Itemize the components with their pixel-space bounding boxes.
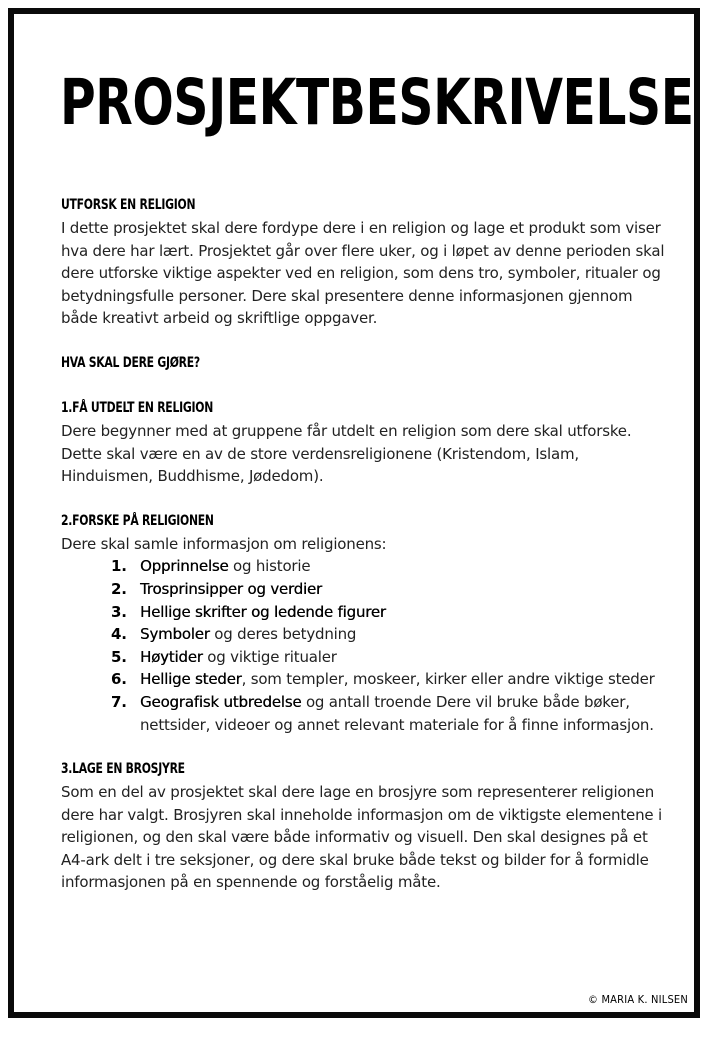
list-item: 6. Hellige steder, som templer, moskeer, kirker eller andre viktige steder [111, 670, 655, 689]
list-item: 1. Opprinnelse og historie [111, 557, 311, 576]
section-what-heading: HVA SKAL DERE GJØRE? [61, 354, 200, 371]
page-title: PROSJEKTBESKRIVELSE [60, 66, 694, 139]
section-intro-heading: UTFORSK EN RELIGION [61, 197, 196, 213]
list-item: 5. Høytider og viktige ritualer [111, 647, 337, 666]
list-item: 2. Trosprinsipper og verdier [111, 579, 322, 598]
list-item: 4. Symboler og deres betydning [111, 625, 357, 644]
list-item: 7. Geografisk utbredelse og antall troende Dere vil bruke både bøker, nettsider, videoer og annet relevant materiale for å finne informasjon. [111, 692, 654, 734]
section-2-intro: Dere skal samle informasjon om religionens: [61, 534, 387, 553]
section-2-heading: 2.FORSKE PÅ RELIGIONEN [61, 512, 214, 529]
section-3-text: Som en del av prosjektet skal dere lage en brosjyre som representerer religionen dere har valgt. Brosjyren skal inneholde informasjon om de viktigste elementene i religionen, og den skal være både informativ og visuell. Den skal designes på et A4-ark delt i tre seksjoner, og dere skal bruke både tekst og bilder for å formidle informasjonen på en spennende og forståelig måte. [61, 783, 662, 892]
section-3-heading: 3.LAGE EN BROSJYRE [61, 761, 185, 778]
section-1-text: Dere begynner med at gruppene får utdelt en religion som dere skal utforske. Dette skal være en av de store verdensreligionene (Kristendom, Islam, Hinduismen, Buddhisme, Jødedom). [61, 421, 632, 486]
research-topics-list [61, 555, 671, 736]
section-1-heading: 1.FÅ UTDELT EN RELIGION [61, 399, 214, 416]
list-item: 3. Hellige skrifter og ledende figurer [111, 602, 386, 621]
copyright-footer: © MARIA K. NILSEN [588, 993, 688, 1006]
document-body [61, 194, 671, 894]
section-intro-text: I dette prosjektet skal dere fordype dere i en religion og lage et produkt som viser hva dere har lært. Prosjektet går over flere uker, og i løpet av denne perioden skal dere utforske viktige aspekter ved en religion, som dens tro, symboler, ritualer og betydningsfulle personer. Dere skal presentere denne informasjonen gjennom både kreativt arbeid og skriftlige oppgaver. [61, 219, 665, 328]
